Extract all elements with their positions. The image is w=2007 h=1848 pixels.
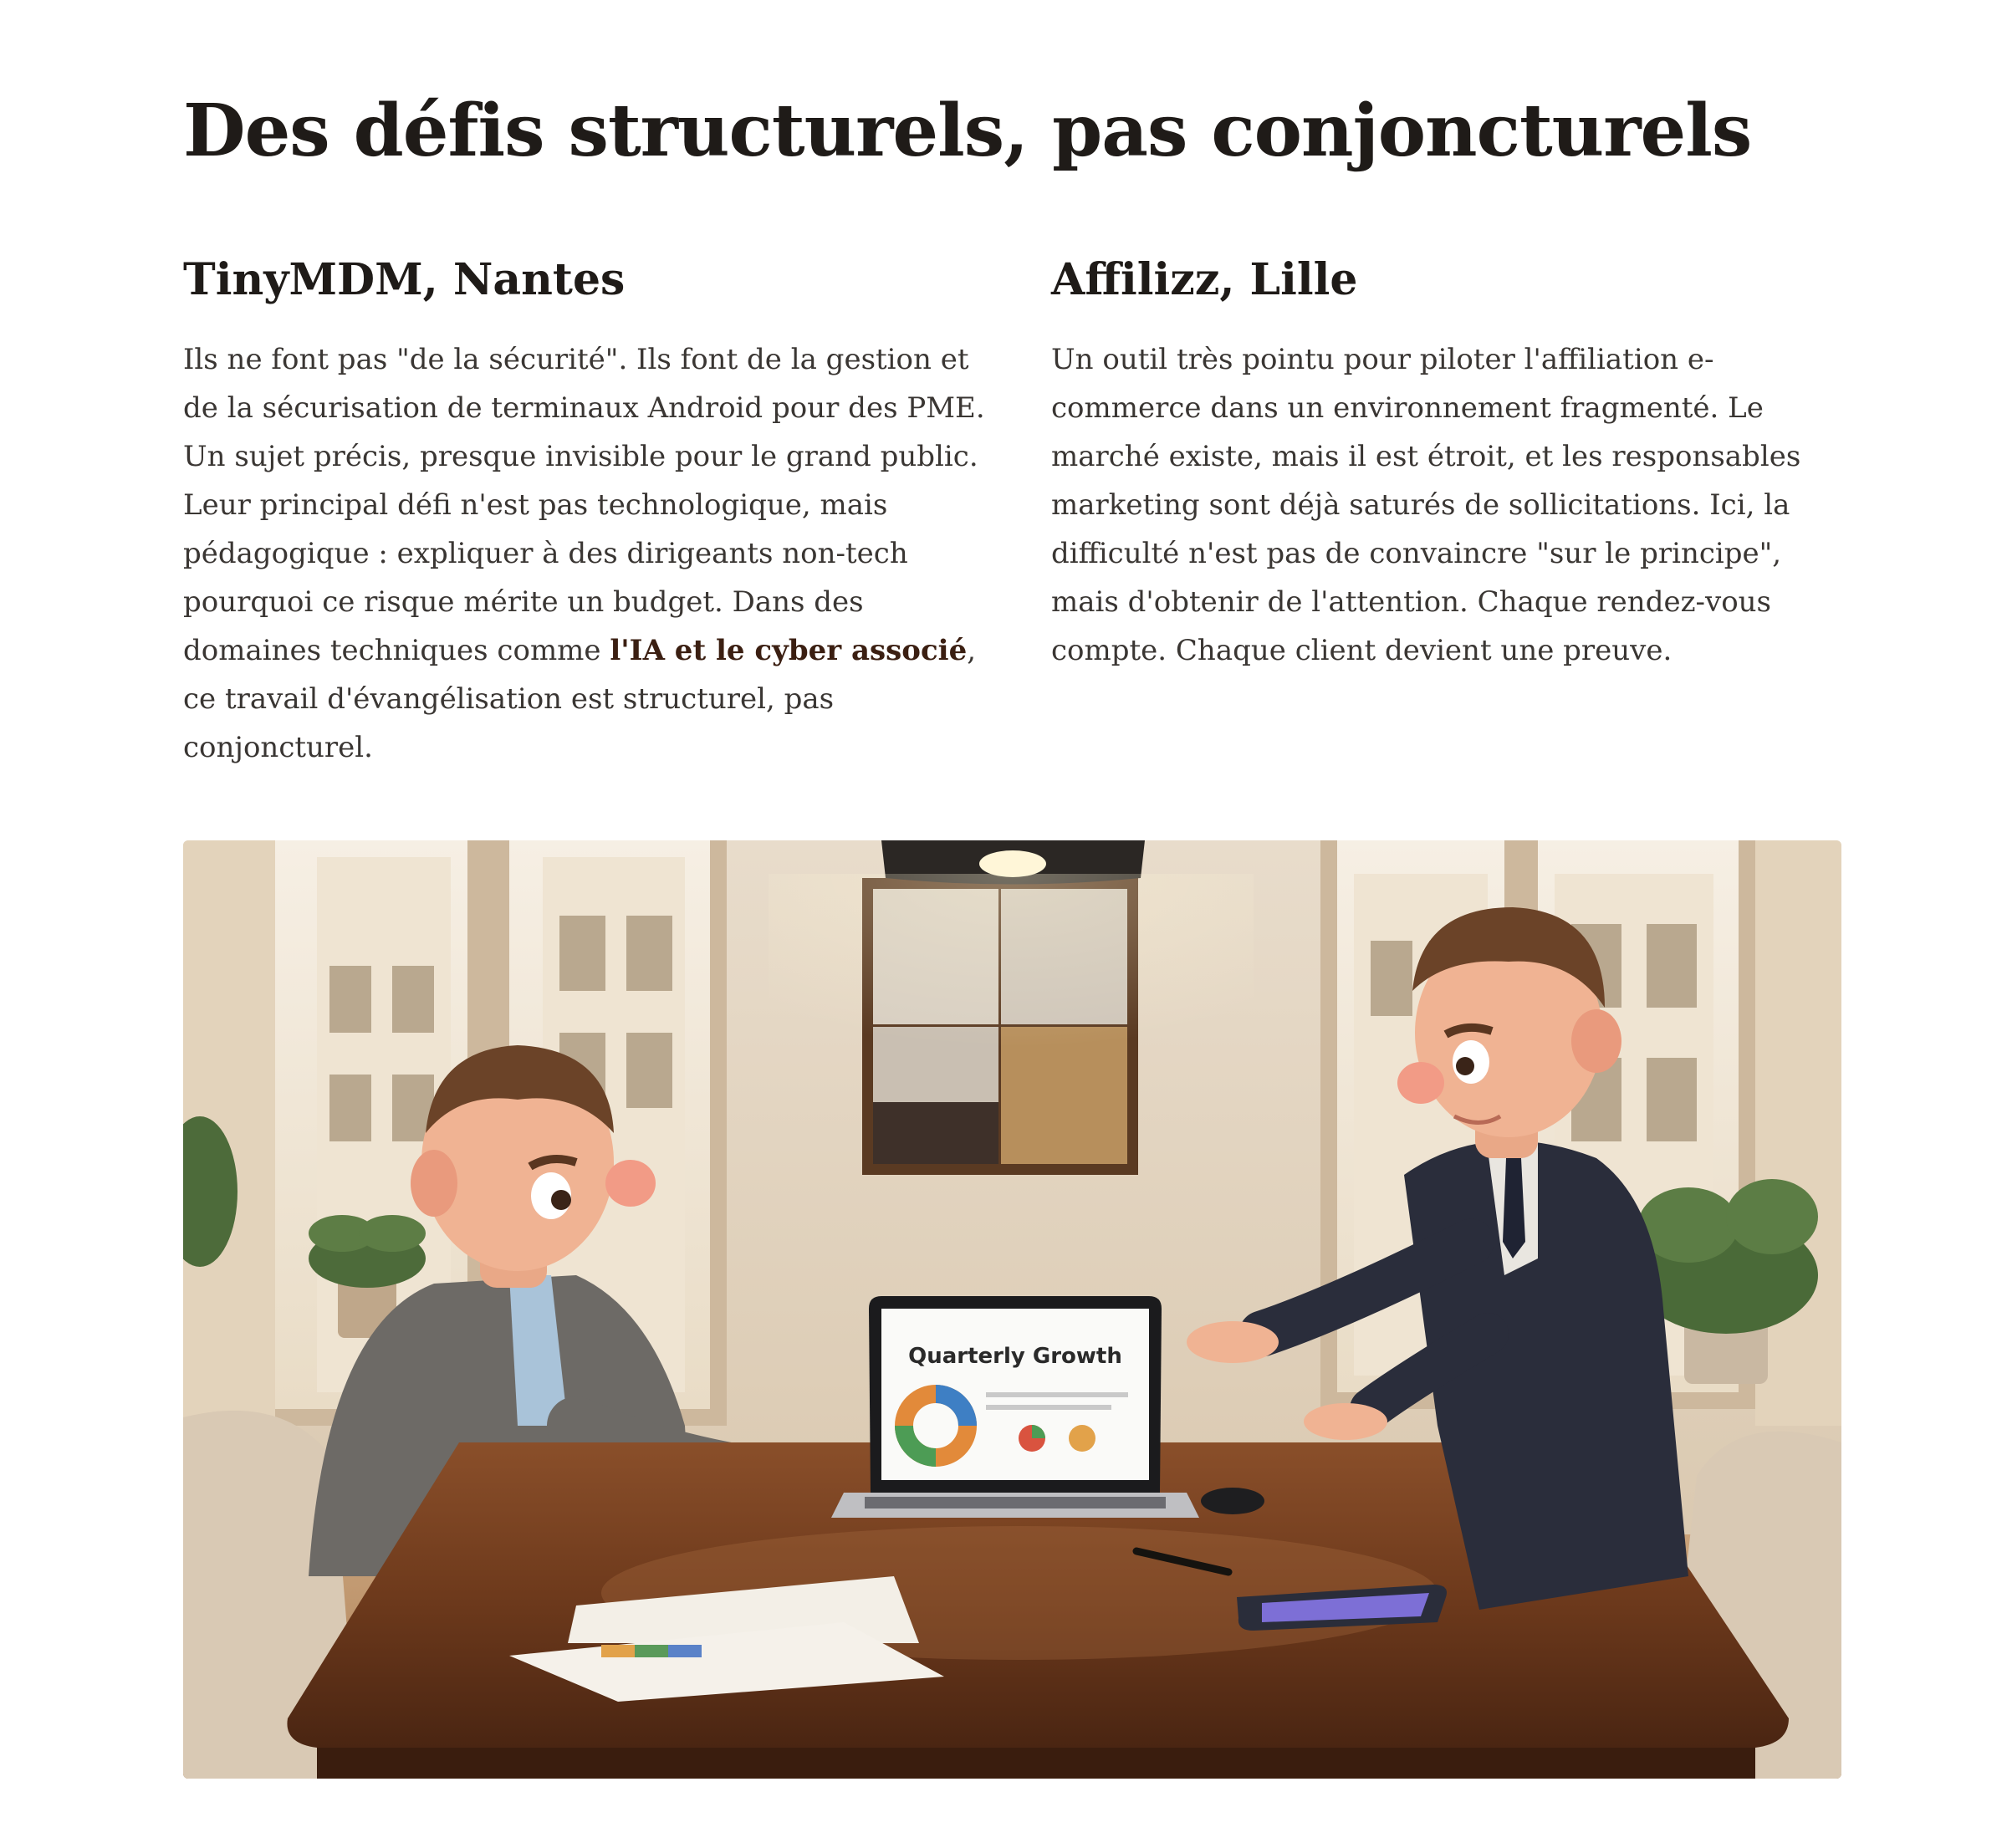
laptop-slide-title: Quarterly Growth [908,1344,1122,1369]
case-study-heading: Affilizz, Lille [1051,254,1358,305]
ia-cyber-link[interactable]: l'IA et le cyber associé [610,633,968,667]
case-study-text: Ils ne font pas "de la sécurité". Ils font de la gestion et de la sécurisation de terminaux Android pour des PME. Un sujet précis, presque invisible pour le grand public. Leur principal défi n'est pas technologique, mais pédagogique : expliquer à des dirigeants non-tech pourquoi ce risque mérite un budget. Dans des domaines techniques comme l'IA et le cyber associé, ce travail d'évangélisation est structurel, pas conjoncturel. [183,342,985,764]
case-study-affilizz [1051,255,1854,675]
case-study-text: Un outil très pointu pour piloter l'affiliation e-commerce dans un environnement fragmenté. Le marché existe, mais il est étroit, et les responsables marketing sont déjà saturés de sollicitations. Ici, la difficulté n'est pas de convaincre "sur le principe", mais d'obtenir de l'attention. Chaque rendez-vous compte. Chaque client devient une preuve. [1051,342,1801,667]
laptop [831,1296,1199,1518]
meeting-illustration [183,840,1841,1779]
case-study-tinymdm [183,255,986,772]
page-title: Des défis structurels, pas conjoncturels [183,89,1752,173]
case-study-heading: TinyMDM, Nantes [183,254,626,305]
pendant-lamp [769,840,1254,1091]
